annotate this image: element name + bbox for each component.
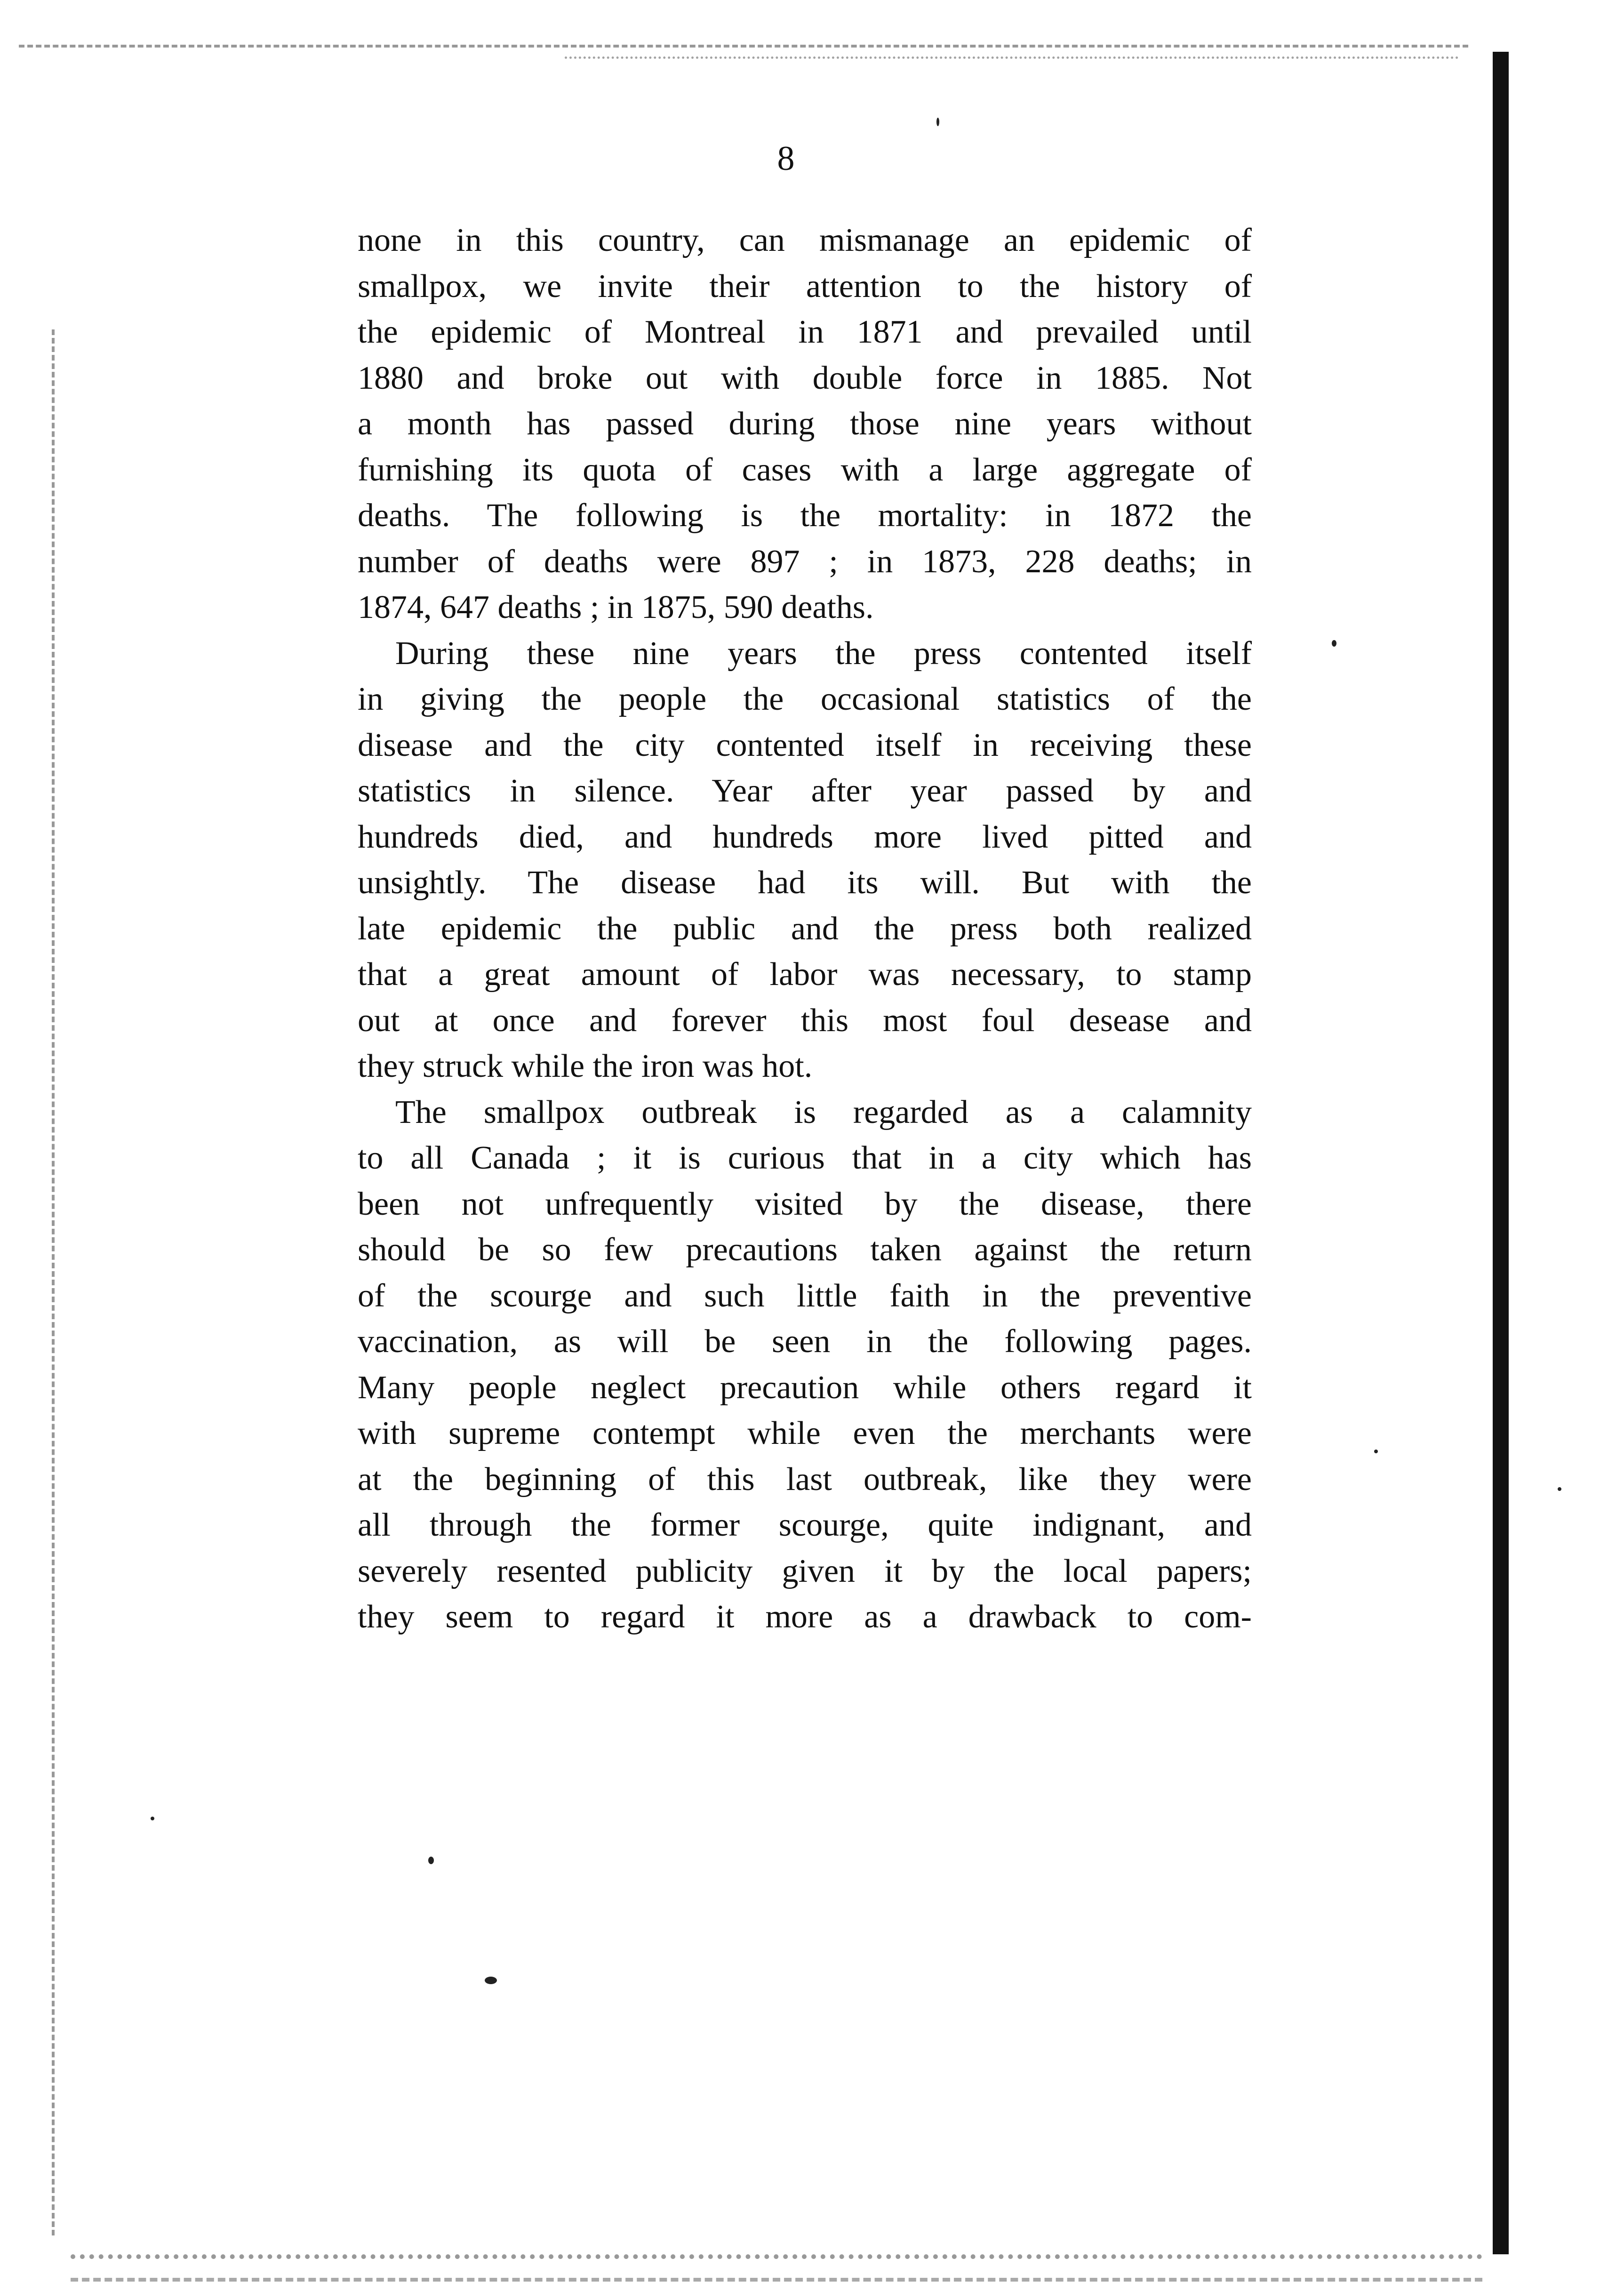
- scan-speck: [936, 118, 939, 126]
- text-line: they struck while the iron was hot.: [358, 1048, 813, 1084]
- paragraph: [358, 631, 1252, 1089]
- scan-speck: [1374, 1450, 1378, 1453]
- binding-shadow: [1493, 52, 1509, 2254]
- text-line: a month has passed during those nine years without: [358, 406, 1252, 442]
- text-line: deaths. The following is the mortality: in 1872 the: [358, 497, 1252, 534]
- scan-speck: [1558, 1487, 1561, 1491]
- scan-noise-bottom: [71, 2254, 1482, 2282]
- text-line: Many people neglect precaution while others regard it: [358, 1369, 1252, 1406]
- scan-speck: [485, 1977, 497, 1984]
- text-line: severely resented publicity given it by the local papers;: [358, 1553, 1252, 1589]
- text-line: During these nine years the press contented itself: [395, 635, 1252, 672]
- text-line: all through the former scourge, quite indignant, and: [358, 1507, 1252, 1543]
- text-line: at the beginning of this last outbreak, like they were: [358, 1461, 1252, 1498]
- text-line: furnishing its quota of cases with a large aggregate of: [358, 451, 1252, 488]
- scan-speck: [428, 1857, 434, 1864]
- text-line: been not unfrequently visited by the disease, there: [358, 1186, 1252, 1222]
- text-line: 1880 and broke out with double force in 1885. Not: [358, 360, 1252, 396]
- text-line: none in this country, can mismanage an epidemic of: [358, 222, 1252, 258]
- page-number: 8: [777, 139, 795, 178]
- scan-speck: [151, 1817, 154, 1820]
- text-line: to all Canada ; it is curious that in a city which has: [358, 1140, 1252, 1176]
- text-line: that a great amount of labor was necessary, to stamp: [358, 956, 1252, 993]
- text-line: hundreds died, and hundreds more lived pitted and: [358, 818, 1252, 855]
- text-line: the epidemic of Montreal in 1871 and prevailed until: [358, 314, 1252, 350]
- text-line: 1874, 647 deaths ; in 1875, 590 deaths.: [358, 589, 874, 625]
- text-line: The smallpox outbreak is regarded as a calamnity: [395, 1094, 1252, 1130]
- paragraph: [358, 217, 1252, 631]
- text-line: number of deaths were 897 ; in 1873, 228 deaths; in: [358, 543, 1252, 580]
- text-line: they seem to regard it more as a drawback to com-: [358, 1599, 1252, 1635]
- text-line: late epidemic the public and the press both realized: [358, 910, 1252, 947]
- text-line: should be so few precautions taken against the return: [358, 1232, 1252, 1268]
- scan-noise-top-secondary: [565, 56, 1459, 63]
- text-line: statistics in silence. Year after year passed by and: [358, 773, 1252, 809]
- scan-speck: [1332, 640, 1336, 647]
- text-line: vaccination, as will be seen in the following pages.: [358, 1323, 1252, 1360]
- text-line: unsightly. The disease had its will. But with the: [358, 865, 1252, 901]
- scan-noise-left: [52, 329, 58, 2235]
- paragraph: [358, 1089, 1252, 1640]
- body-text: [358, 217, 1252, 1640]
- text-line: of the scourge and such little faith in the preventive: [358, 1277, 1252, 1314]
- scan-noise-top: [19, 45, 1468, 52]
- text-line: out at once and forever this most foul desease and: [358, 1002, 1252, 1039]
- text-line: in giving the people the occasional statistics of the: [358, 681, 1252, 717]
- text-line: disease and the city contented itself in receiving these: [358, 727, 1252, 763]
- text-line: smallpox, we invite their attention to the history of: [358, 268, 1252, 304]
- text-line: with supreme contempt while even the merchants were: [358, 1415, 1252, 1451]
